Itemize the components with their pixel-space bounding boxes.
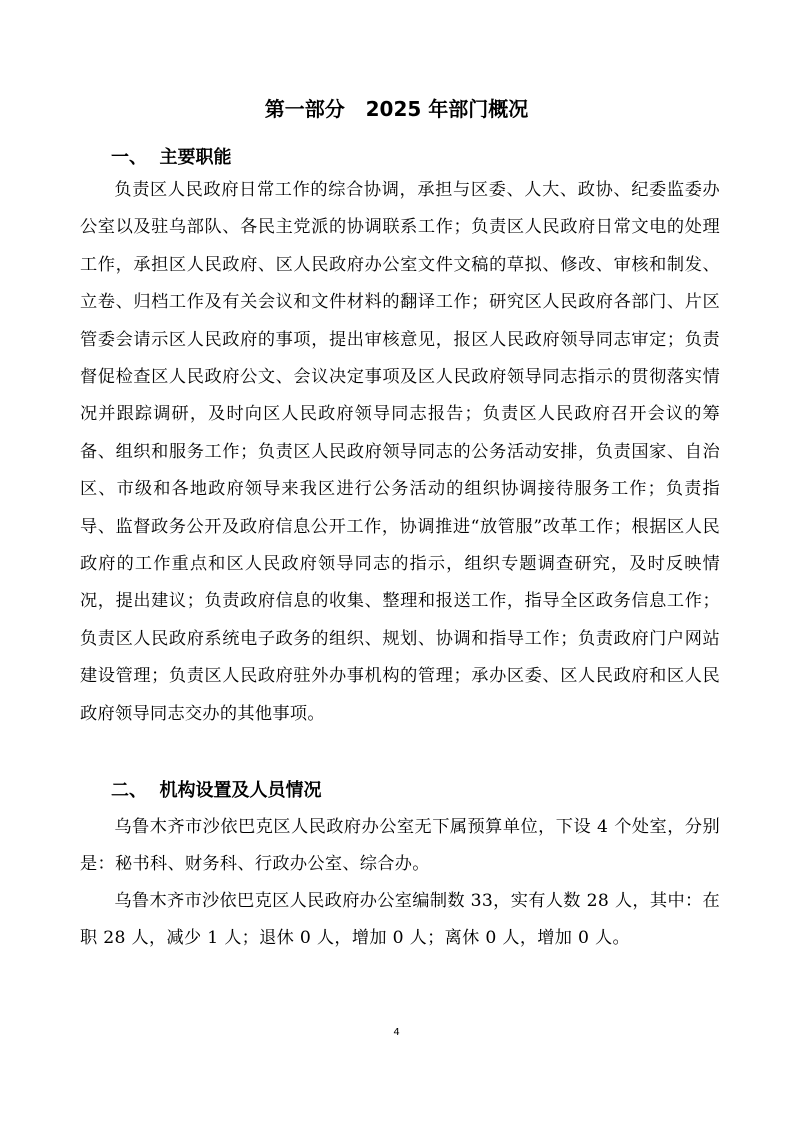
main-functions-paragraph: 负责区人民政府日常工作的综合协调，承担与区委、人大、政协、纪委监委办公室以及驻乌部队、各民主党派的协调联系工作；负责区人民政府日常文电的处理工作，承担区人民政府、区人民政府办公室文件文稿的草拟、修改、审核和制发、立卷、归档工作及有关会议和文件材料的翻译工作；研究区人民政府各部门、片区管委会请示区人民政府的事项，提出审核意见，报区人民政府领导同志审定；负责督促检查区人民政府公文、会议决定事项及区人民政府领导同志指示的贯彻落实情况并跟踪调研，及时向区人民政府领导同志报告；负责区人民政府召开会议的筹备、组织和服务工作；负责区人民政府领导同志的公务活动安排，负责国家、自治区、市级和各地政府领导来我区进行公务活动的组织协调接待服务工作；负责指导、监督政务公开及政府信息公开工作，协调推进“放管服”改革工作；根据区人民政府的工作重点和区人民政府领导同志的指示，组织专题调查研究，及时反映情况，提出建议；负责政府信息的收集、整理和报送工作，指导全区政务信息工作；负责区人民政府系统电子政务的组织、规划、协调和指导工作；负责政府门户网站建设管理；负责区人民政府驻外办事机构的管理；承办区委、区人民政府和区人民政府领导同志交办的其他事项。 xyxy=(80,180,720,724)
staffing-paragraph: 乌鲁木齐市沙依巴克区人民政府办公室编制数 33，实有人数 28 人，其中：在职 28 人，减少 1 人；退休 0 人，增加 0 人；离休 0 人，增加 0 人。 xyxy=(80,891,720,949)
page-title: 第一部分 2025 年部门概况 xyxy=(264,97,529,121)
section-heading-organization-staffing: 二、 机构设置及人员情况 xyxy=(111,780,322,801)
section-heading-main-functions: 一、 主要职能 xyxy=(111,147,232,168)
page-number: 4 xyxy=(393,1027,400,1038)
organization-paragraph: 乌鲁木齐市沙依巴克区人民政府办公室无下属预算单位，下设 4 个处室，分别是：秘书科、财务科、行政办公室、综合办。 xyxy=(80,817,720,875)
